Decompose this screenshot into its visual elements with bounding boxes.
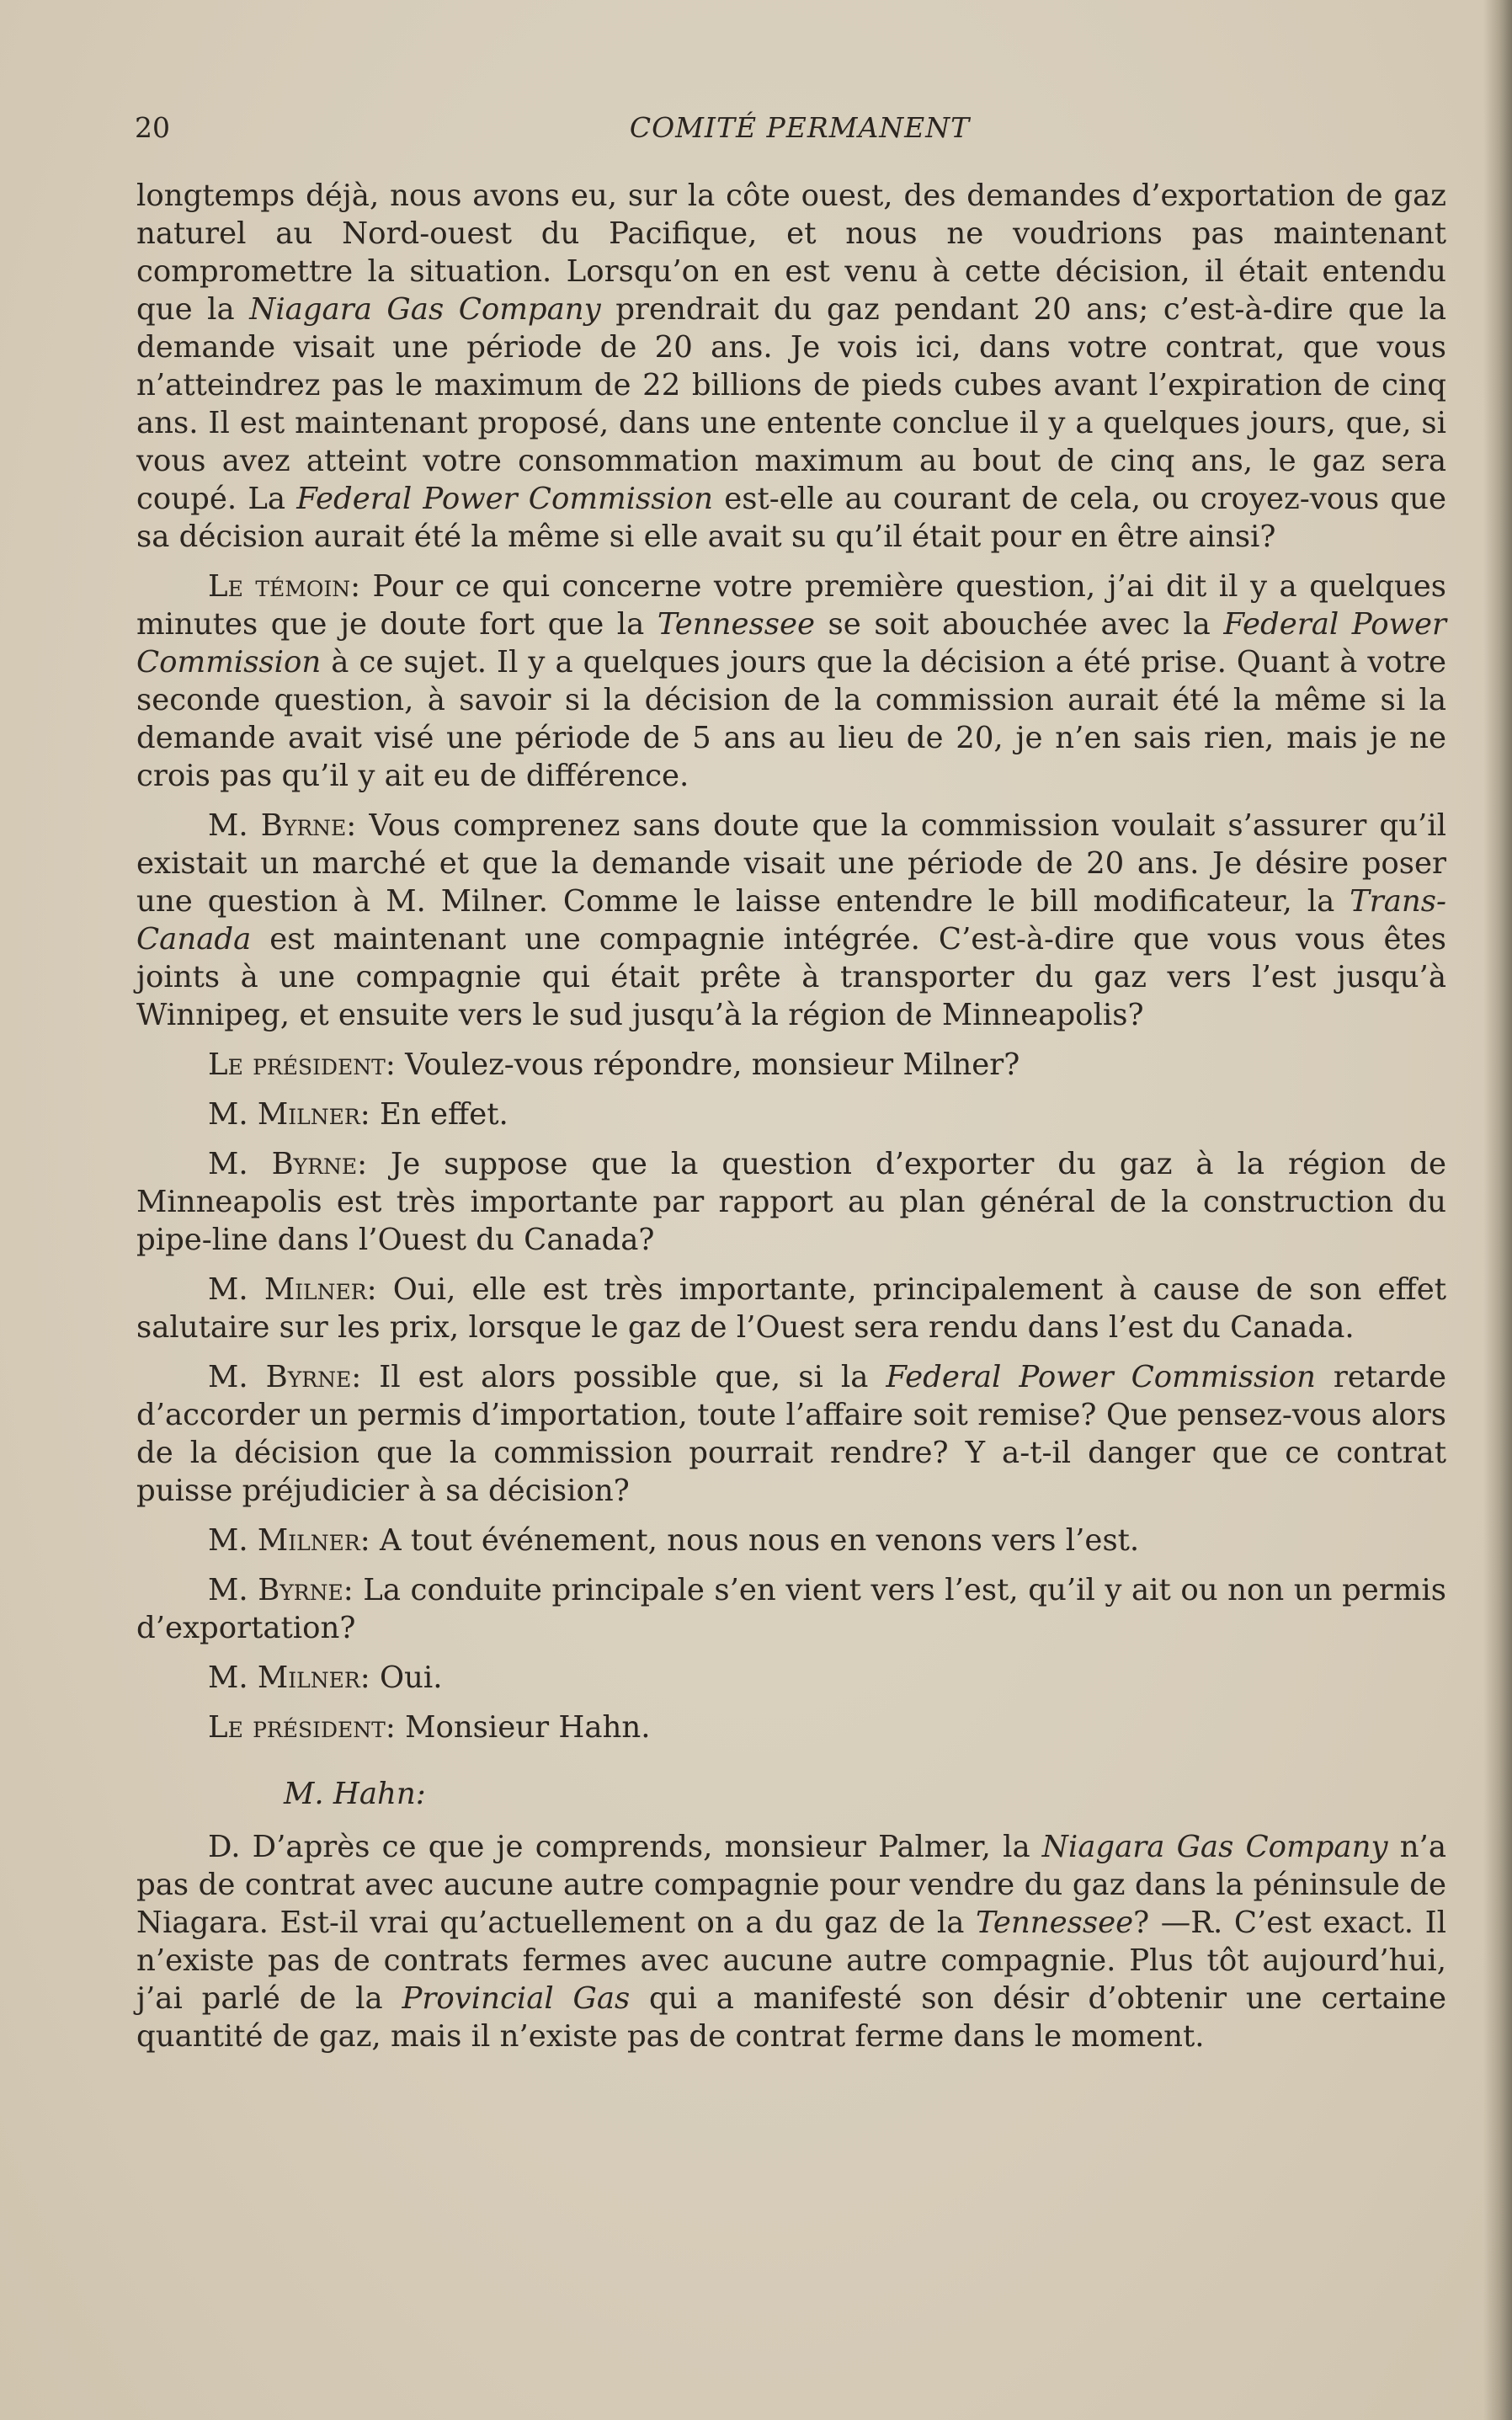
text-segment: à ce sujet. Il y a quelques jours que la décision a été prise. Quant à votre seconde question, à savoir si la décision de la commission aurait été la même si la demande avait visé une période de 5 ans au lieu de 20, je n’en sais rien, mais je ne crois pas qu’il y ait eu de différence. bbox=[136, 645, 1446, 793]
paragraph bbox=[136, 1828, 1446, 2055]
paragraph bbox=[136, 1571, 1446, 1647]
paragraph bbox=[136, 1358, 1446, 1510]
paragraph bbox=[136, 1522, 1446, 1559]
speaker-label: M. Byrne: bbox=[208, 1147, 368, 1181]
body-text bbox=[136, 177, 1446, 2067]
speaker-label: M. Byrne: bbox=[208, 808, 357, 843]
page-header bbox=[135, 108, 1448, 148]
company-name: Niagara Gas Company bbox=[1041, 1830, 1388, 1864]
company-name: Provincial Gas bbox=[402, 1981, 631, 2016]
text-segment: Voulez-vous répondre, monsieur Milner? bbox=[395, 1047, 1020, 1082]
text-segment: Il est alors possible que, si la bbox=[361, 1360, 886, 1394]
text-segment: qui a manifesté son désir d’obtenir une certaine quantité de gaz, mais il n’existe pas de contrat ferme dans le moment. bbox=[136, 1981, 1446, 2054]
speaker-label: M. Milner: bbox=[208, 1523, 370, 1558]
text-segment: Pour ce qui concerne votre première question, j’ai dit il y a quelques minutes que je doute fort que la bbox=[136, 569, 1446, 642]
paragraph bbox=[136, 1271, 1446, 1346]
company-name: Tennessee bbox=[975, 1906, 1134, 1940]
text-segment: est-elle au courant de cela, ou croyez-vous que sa décision aurait été la même si elle avait su qu’il était pour en être ainsi? bbox=[136, 482, 1446, 554]
page-number: 20 bbox=[135, 111, 170, 144]
speaker-label: M. Byrne: bbox=[208, 1573, 354, 1607]
text-segment: Je suppose que la question d’exporter du gaz à la région de Minneapolis est très importante par rapport au plan général de la construction du pipe-line dans l’Ouest du Canada? bbox=[136, 1147, 1446, 1257]
paragraph bbox=[136, 177, 1446, 556]
company-name: Trans-Canada bbox=[136, 884, 1446, 957]
speaker-label: M. Milner: bbox=[208, 1660, 370, 1695]
text-segment: Oui. bbox=[370, 1660, 443, 1695]
paragraph bbox=[136, 1708, 1446, 1746]
text-segment: Oui, elle est très importante, principalement à cause de son effet salutaire sur les prix, lorsque le gaz de l’Ouest sera rendu dans l’est du Canada. bbox=[136, 1272, 1446, 1345]
speaker-label: Le président: bbox=[208, 1710, 396, 1745]
text-segment: La conduite principale s’en vient vers l’est, qu’il y ait ou non un permis d’exportation? bbox=[136, 1573, 1447, 1645]
text-segment: retarde d’accorder un permis d’importation, toute l’affaire soit remise? Que pensez-vous alors de la décision que la commission pourrait rendre? Y a-t-il danger que ce contrat puisse préjudicier à sa décision? bbox=[136, 1360, 1447, 1508]
paragraph bbox=[136, 568, 1446, 795]
agency-name: Federal Power Commission bbox=[136, 607, 1446, 680]
text-segment: En effet. bbox=[370, 1097, 508, 1132]
running-head: COMITÉ PERMANENT bbox=[629, 111, 971, 144]
text-segment: prendrait du gaz pendant 20 ans; c’est-à-dire que la demande visait une période de 20 ans. Je vois ici, dans votre contrat, que vous n’atteindrez pas le maximum de 22 billions de pieds cubes avant l’expiration de cinq ans. Il est maintenant proposé, dans une entente conclue il y a quelques jours, que, si vous avez atteint votre consommation maximum au bout de cinq ans, le gaz sera coupé. La bbox=[136, 292, 1447, 516]
agency-name: Federal Power Commission bbox=[296, 482, 714, 516]
paragraph bbox=[136, 1095, 1446, 1133]
text-segment: se soit abouchée avec la bbox=[815, 607, 1224, 642]
company-name: Tennessee bbox=[657, 607, 815, 642]
text-segment: A tout événement, nous nous en venons vers l’est. bbox=[370, 1523, 1140, 1558]
text-segment: D. D’après ce que je comprends, monsieur Palmer, la bbox=[208, 1830, 1042, 1864]
speaker-label: Le président: bbox=[208, 1047, 396, 1082]
text-segment: longtemps déjà, nous avons eu, sur la côte ouest, des demandes d’exportation de gaz naturel au Nord-ouest du Pacifique, et nous ne voudrions pas maintenant compromettre la situation. Lorsqu’on en est venu à cette décision, il était entendu que la bbox=[136, 179, 1446, 327]
text-segment: n’a pas de contrat avec aucune autre compagnie pour vendre du gaz dans la péninsule de Niagara. Est-il vrai qu’actuellement on a du gaz de la bbox=[136, 1830, 1447, 1940]
speaker-label: M. Byrne: bbox=[208, 1360, 362, 1394]
speaker-label: Le témoin: bbox=[208, 569, 361, 604]
text-segment: Monsieur Hahn. bbox=[395, 1710, 651, 1745]
paragraph bbox=[136, 807, 1446, 1034]
speaker-label: M. Milner: bbox=[208, 1097, 370, 1132]
paragraph bbox=[136, 1046, 1446, 1084]
agency-name: Federal Power Commission bbox=[886, 1360, 1316, 1394]
page-edge-shadow bbox=[1483, 0, 1512, 2420]
paragraph bbox=[136, 1145, 1446, 1259]
section-subheading: M. Hahn: bbox=[284, 1777, 426, 1811]
speaker-label: M. Milner: bbox=[208, 1272, 377, 1307]
text-segment: est maintenant une compagnie intégrée. C’est-à-dire que vous vous êtes joints à une compagnie qui était prête à transporter du gaz vers l’est jusqu’à Winnipeg, et ensuite vers le sud jusqu’à la région de Minneapolis? bbox=[136, 922, 1446, 1032]
text-segment: Vous comprenez sans doute que la commission voulait s’assurer qu’il existait un marché et que la demande visait une période de 20 ans. Je désire poser une question à M. Milner. Comme le laisse entendre le bill modificateur, la bbox=[136, 808, 1447, 919]
company-name: Niagara Gas Company bbox=[249, 292, 601, 327]
text-segment: ? —R. C’est exact. Il n’existe pas de contrats fermes avec aucune autre compagnie. Plus tôt aujourd’hui, j’ai parlé de la bbox=[136, 1906, 1446, 2016]
paragraph bbox=[136, 1659, 1446, 1697]
